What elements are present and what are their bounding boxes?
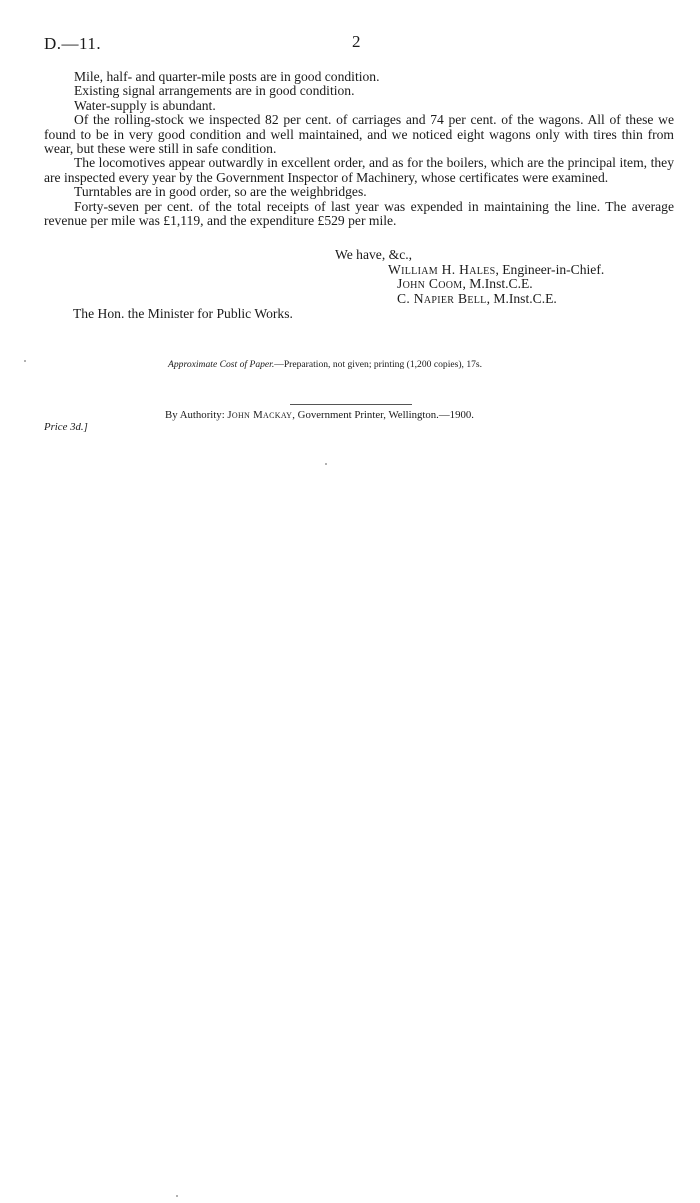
printer-imprint (165, 409, 474, 421)
document-reference: D.—11. (44, 34, 102, 53)
signatory-3 (397, 291, 557, 307)
paragraph-expenditure: Forty-seven per cent. of the total receipts of last year was expended in maintaining the line. The average revenue per mile was £1,119, and the expenditure £529 per mile. (44, 198, 674, 229)
paragraph-locomotives: The locomotives appear outwardly in excellent order, and as for the boilers, which are the principal item, they are inspected every year by the Government Inspector of Machinery, whose certificates were examined. (44, 155, 674, 185)
printer-name: John Mackay (227, 409, 293, 421)
signatory-name: William H. Hales (388, 262, 496, 277)
paragraph-posts: Mile, half- and quarter-mile posts are in good condition. (74, 69, 380, 84)
closing-phrase: We have, &c., (335, 247, 413, 262)
price-label: Price 3d.] (44, 421, 88, 433)
paragraph-turntables: Turntables are in good order, so are the weighbridges. (74, 184, 367, 200)
paragraph-signals: Existing signal arrangements are in good condition. (74, 83, 355, 99)
signatory-title: , Engineer-in-Chief. (495, 262, 605, 277)
imprint-suffix: , Government Printer, Wellington.—1900. (292, 409, 474, 421)
cost-label: Approximate Cost of Paper. (168, 359, 275, 370)
cost-text: —Preparation, not given; printing (1,200 copies), 17s. (274, 359, 483, 370)
signatory-name: C. Napier Bell (397, 291, 487, 306)
signatory-2 (397, 276, 533, 292)
divider-rule (290, 404, 412, 405)
imprint-prefix: By Authority: (165, 409, 228, 421)
cost-of-paper-note (168, 359, 482, 370)
addressee: The Hon. the Minister for Public Works. (73, 306, 293, 321)
paragraph-rolling-stock: Of the rolling-stock we inspected 82 per cent. of carriages and 74 per cent. of the wagons. All of these we found to be in very good condition and well maintained, and we noticed eight wagons only with tires thin from wear, but these were still in safe condition. (44, 112, 674, 157)
paper-speck (325, 463, 327, 465)
signatory-title: , M.Inst.C.E. (486, 291, 557, 306)
signatory-name: John Coom (397, 276, 463, 291)
paragraph-water: Water-supply is abundant. (74, 97, 216, 113)
paper-speck (24, 360, 26, 362)
page-number: 2 (352, 32, 361, 51)
signatory-title: , M.Inst.C.E. (462, 276, 533, 291)
report-body (44, 70, 674, 228)
paper-speck (176, 1195, 178, 1197)
